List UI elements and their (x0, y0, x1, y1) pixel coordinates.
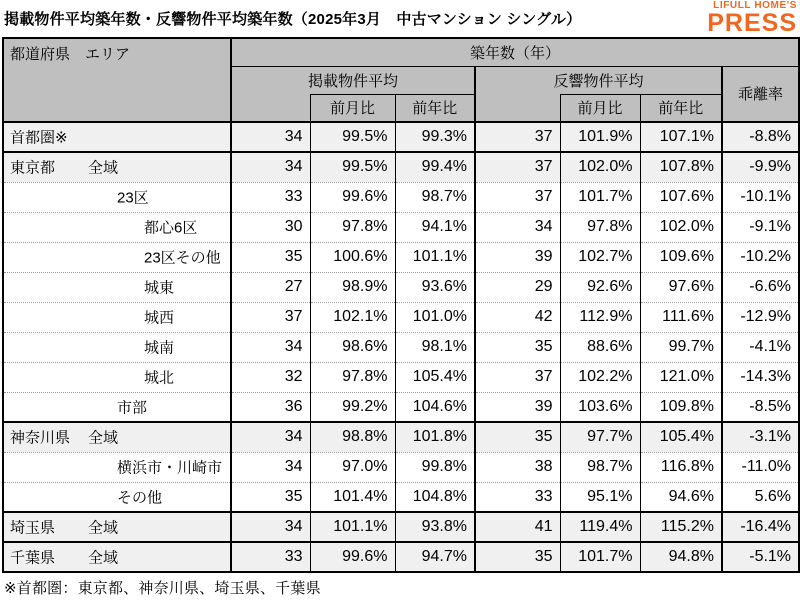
listed-yoy-cell: 99.4% (395, 152, 475, 182)
inquiry-age-cell: 37 (475, 152, 560, 182)
prefecture-label: 埼玉県 (10, 519, 56, 537)
inquiry-yoy-cell: 121.0% (640, 362, 722, 392)
prefecture-label: 千葉県 (10, 549, 56, 567)
inquiry-yoy-cell: 107.6% (640, 182, 722, 212)
listed-age-cell: 34 (231, 122, 310, 152)
listed-age-cell: 34 (231, 422, 310, 452)
inquiry-mom-cell: 119.4% (560, 512, 640, 542)
table-row (3, 212, 799, 242)
footnote: ※首都圏：東京都、神奈川県、埼玉県、千葉県 (4, 580, 321, 597)
divergence-cell: -16.4% (722, 512, 799, 542)
listed-age-cell: 35 (231, 242, 310, 272)
inquiry-yoy-cell: 94.6% (640, 482, 722, 512)
inquiry-yoy-cell: 109.6% (640, 242, 722, 272)
table-row (3, 122, 799, 152)
inquiry-age-cell: 37 (475, 122, 560, 152)
divergence-cell: -14.3% (722, 362, 799, 392)
inquiry-age-spacer-cell (475, 94, 560, 122)
inquiry-yoy-cell: 109.8% (640, 392, 722, 422)
listed-mom-cell: 97.8% (310, 362, 395, 392)
inquiry-age-cell: 42 (475, 302, 560, 332)
divergence-cell: -5.1% (722, 542, 799, 572)
listed-mom-cell: 97.0% (310, 452, 395, 482)
lifull-homes-press-logo (707, 1, 797, 36)
table-row (3, 332, 799, 362)
table-row (3, 302, 799, 332)
inquiry-mom-cell: 101.7% (560, 542, 640, 572)
area-label: 全域 (88, 159, 119, 177)
listed-yoy-cell: 101.0% (395, 302, 475, 332)
inquiry-mom-cell: 88.6% (560, 332, 640, 362)
listed-mom-cell: 99.5% (310, 152, 395, 182)
area-label: 城南 (144, 339, 175, 357)
listed-mom-cell: 99.2% (310, 392, 395, 422)
area-cell (3, 122, 231, 152)
inquiry-mom-cell: 102.0% (560, 152, 640, 182)
inquiry-yoy-cell: 105.4% (640, 422, 722, 452)
listed-yoy-cell: 94.1% (395, 212, 475, 242)
inquiry-age-cell: 39 (475, 242, 560, 272)
header-row-1 (3, 38, 799, 66)
inquiry-age-cell: 34 (475, 212, 560, 242)
listed-mom-cell: 99.6% (310, 182, 395, 212)
inquiry-age-cell: 35 (475, 542, 560, 572)
divergence-cell: -3.1% (722, 422, 799, 452)
inquiry-mom-cell: 92.6% (560, 272, 640, 302)
inquiry-age-cell: 33 (475, 482, 560, 512)
listed-age-spacer-cell (231, 94, 310, 122)
listed-age-cell: 34 (231, 512, 310, 542)
listed-age-cell: 36 (231, 392, 310, 422)
listed-yoy-cell: 104.8% (395, 482, 475, 512)
listed-mom-header: 前月比 (310, 94, 395, 122)
inquiry-mom-cell: 102.7% (560, 242, 640, 272)
table-row (3, 512, 799, 542)
age-group-header: 築年数（年） (231, 38, 799, 66)
inquiry-mom-cell: 112.9% (560, 302, 640, 332)
listed-mom-cell: 99.6% (310, 542, 395, 572)
divergence-cell: -9.9% (722, 152, 799, 182)
area-cell (3, 362, 231, 392)
listed-age-cell: 35 (231, 482, 310, 512)
inquiry-yoy-cell: 102.0% (640, 212, 722, 242)
area-cell (3, 422, 231, 452)
listed-mom-cell: 98.6% (310, 332, 395, 362)
listed-age-cell: 32 (231, 362, 310, 392)
listed-yoy-cell: 98.7% (395, 182, 475, 212)
logo-press-text: PRESS (707, 9, 797, 37)
inquiry-mom-cell: 103.6% (560, 392, 640, 422)
inquiry-yoy-header: 前年比 (640, 94, 722, 122)
inquiry-yoy-cell: 94.8% (640, 542, 722, 572)
area-label: 全域 (88, 549, 119, 567)
table-row (3, 182, 799, 212)
listed-mom-cell: 97.8% (310, 212, 395, 242)
area-cell (3, 182, 231, 212)
area-cell (3, 512, 231, 542)
listed-yoy-cell: 94.7% (395, 542, 475, 572)
listed-mom-cell: 98.9% (310, 272, 395, 302)
table-body (3, 122, 799, 572)
inquiry-age-cell: 38 (475, 452, 560, 482)
listed-mom-cell: 98.8% (310, 422, 395, 452)
listed-age-cell: 37 (231, 302, 310, 332)
listed-age-cell: 27 (231, 272, 310, 302)
area-cell (3, 482, 231, 512)
area-label: 城西 (144, 309, 175, 327)
listed-yoy-cell: 104.6% (395, 392, 475, 422)
listed-age-cell: 30 (231, 212, 310, 242)
listed-age-cell: 33 (231, 182, 310, 212)
inquiry-age-cell: 39 (475, 392, 560, 422)
inquiry-mom-cell: 95.1% (560, 482, 640, 512)
area-label: 23区 (117, 189, 149, 207)
divergence-cell: -9.1% (722, 212, 799, 242)
inquiry-age-cell: 35 (475, 422, 560, 452)
listed-yoy-cell: 93.8% (395, 512, 475, 542)
prefecture-label: 東京都 (10, 159, 56, 177)
area-cell (3, 332, 231, 362)
divergence-cell: -12.9% (722, 302, 799, 332)
prefecture-label: 神奈川県 (10, 429, 71, 447)
area-cell (3, 152, 231, 182)
table-row (3, 542, 799, 572)
inquiry-yoy-cell: 99.7% (640, 332, 722, 362)
listed-yoy-cell: 105.4% (395, 362, 475, 392)
listed-yoy-cell: 93.6% (395, 272, 475, 302)
area-cell (3, 212, 231, 242)
divergence-cell: -8.8% (722, 122, 799, 152)
listed-mom-cell: 101.1% (310, 512, 395, 542)
listed-yoy-cell: 98.1% (395, 332, 475, 362)
area-label: 全域 (88, 429, 119, 447)
area-label: 城北 (144, 369, 175, 387)
area-label: 市部 (117, 399, 148, 417)
inquiry-yoy-cell: 116.8% (640, 452, 722, 482)
inquiry-yoy-cell: 107.1% (640, 122, 722, 152)
listed-mom-cell: 102.1% (310, 302, 395, 332)
area-cell (3, 272, 231, 302)
area-cell (3, 542, 231, 572)
logo-lifull-homes-text: LIFULL HOME'S (713, 0, 797, 11)
area-label: その他 (117, 489, 163, 507)
area-cell (3, 302, 231, 332)
divergence-cell: -10.1% (722, 182, 799, 212)
listed-yoy-cell: 99.3% (395, 122, 475, 152)
listed-average-header: 掲載物件平均 (231, 66, 475, 94)
listed-age-cell: 34 (231, 332, 310, 362)
inquiry-yoy-cell: 107.8% (640, 152, 722, 182)
divergence-cell: 5.6% (722, 482, 799, 512)
area-cell (3, 242, 231, 272)
inquiry-average-header: 反響物件平均 (475, 66, 722, 94)
prefecture-label: 首都圏※ (10, 129, 68, 147)
inquiry-mom-cell: 101.7% (560, 182, 640, 212)
table-row (3, 392, 799, 422)
divergence-header: 乖離率 (722, 66, 799, 122)
listed-yoy-cell: 101.8% (395, 422, 475, 452)
listed-yoy-cell: 99.8% (395, 452, 475, 482)
building-age-table (2, 37, 800, 573)
divergence-cell: -4.1% (722, 332, 799, 362)
inquiry-yoy-cell: 111.6% (640, 302, 722, 332)
inquiry-age-cell: 35 (475, 332, 560, 362)
listed-age-cell: 33 (231, 542, 310, 572)
table-row (3, 452, 799, 482)
table-row (3, 362, 799, 392)
inquiry-mom-cell: 98.7% (560, 452, 640, 482)
inquiry-age-cell: 41 (475, 512, 560, 542)
listed-age-cell: 34 (231, 152, 310, 182)
inquiry-mom-cell: 102.2% (560, 362, 640, 392)
inquiry-mom-cell: 97.7% (560, 422, 640, 452)
inquiry-yoy-cell: 115.2% (640, 512, 722, 542)
table-row (3, 422, 799, 452)
table-row (3, 482, 799, 512)
listed-yoy-cell: 101.1% (395, 242, 475, 272)
listed-mom-cell: 101.4% (310, 482, 395, 512)
area-label: 全域 (88, 519, 119, 537)
inquiry-age-cell: 29 (475, 272, 560, 302)
area-label: 都心6区 (144, 219, 198, 237)
area-label: 横浜市・川崎市 (117, 459, 223, 477)
inquiry-mom-cell: 101.9% (560, 122, 640, 152)
area-cell (3, 452, 231, 482)
area-cell (3, 392, 231, 422)
table-row (3, 152, 799, 182)
inquiry-mom-cell: 97.8% (560, 212, 640, 242)
listed-yoy-header: 前年比 (395, 94, 475, 122)
divergence-cell: -6.6% (722, 272, 799, 302)
table-header (3, 38, 799, 122)
inquiry-yoy-cell: 97.6% (640, 272, 722, 302)
inquiry-mom-header: 前月比 (560, 94, 640, 122)
divergence-cell: -10.2% (722, 242, 799, 272)
page-title: 掲載物件平均築年数・反響物件平均築年数（2025年3月 中古マンション シングル） (4, 11, 582, 28)
listed-age-cell: 34 (231, 452, 310, 482)
area-label: 城東 (144, 279, 175, 297)
table-row (3, 242, 799, 272)
listed-mom-cell: 99.5% (310, 122, 395, 152)
table-row (3, 272, 799, 302)
inquiry-age-cell: 37 (475, 182, 560, 212)
area-column-header: 都道府県 エリア (3, 38, 231, 122)
divergence-cell: -8.5% (722, 392, 799, 422)
inquiry-age-cell: 37 (475, 362, 560, 392)
divergence-cell: -11.0% (722, 452, 799, 482)
listed-mom-cell: 100.6% (310, 242, 395, 272)
area-label: 23区その他 (144, 249, 221, 267)
